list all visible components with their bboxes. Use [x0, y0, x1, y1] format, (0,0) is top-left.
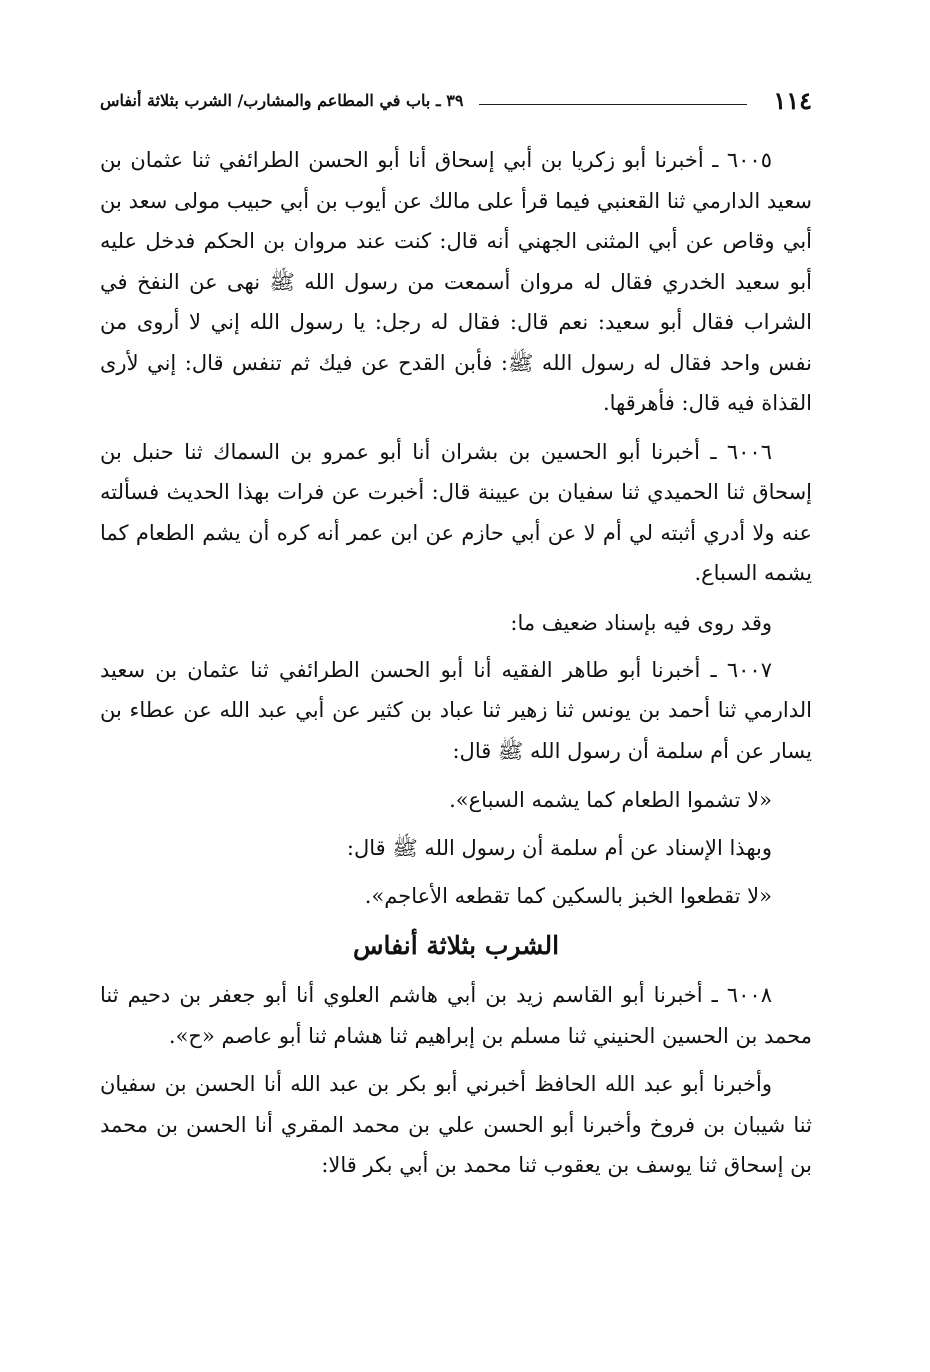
book-page — [100, 80, 812, 1350]
running-header — [100, 80, 812, 120]
hadith-quote-smell: «لا تشموا الطعام كما يشمه السباع». — [449, 788, 772, 812]
narration-note: وقد روى فيه بإسناد ضعيف ما: — [510, 610, 772, 635]
page-number: ١١٤ — [773, 85, 812, 115]
hadith-6007: ٦٠٠٧ ـ أخبرنا أبو طاهر الفقيه أنا أبو الحسن الطرائفي ثنا عثمان بن سعيد الدارمي ثنا أحمد بن يونس ثنا زهير ثنا عباد بن كثير عن أبي عبد الله عن عطاء بن يسار عن أم سلمة أن رسول الله ﷺ قال: — [100, 657, 812, 763]
header-rule — [479, 104, 747, 105]
hadith-6005: ٦٠٠٥ ـ أخبرنا أبو زكريا بن أبي إسحاق أنا أبو الحسن الطرائفي ثنا عثمان بن سعيد الدارمي ثنا القعنبي فيما قرأ على مالك عن أيوب بن أبي حبيب مولى سعد بن أبي وقاص عن أبي المثنى الجهني أنه قال: كنت عند مروان بن الحكم فدخل عليه أبو سعيد الخدري فقال له مروان أسمعت من رسول الله ﷺ نهى عن النفخ في الشراب فقال أبو سعيد: نعم قال: فقال له رجل: يا رسول الله إني لا أروى من نفس واحد فقال له رسول الله ﷺ: فأبن القدح عن فيك ثم تنفس قال: إني لأرى القذاة فيه قال: فأهرقها. — [100, 148, 812, 415]
isnad-line: وبهذا الإسناد عن أم سلمة أن رسول الله ﷺ قال: — [346, 836, 772, 860]
hadith-6008: ٦٠٠٨ ـ أخبرنا أبو القاسم زيد بن أبي هاشم العلوي أنا أبو جعفر بن دحيم ثنا محمد بن الحسين الحنيني ثنا مسلم بن إبراهيم ثنا هشام ثنا أبو عاصم «ح». — [100, 983, 812, 1048]
chapter-title: ٣٩ ـ باب في المطاعم والمشارب/ الشرب بثلاثة أنفاس — [100, 90, 464, 110]
hadith-quote-bread: «لا تقطعوا الخبز بالسكين كما تقطعه الأعاجم». — [364, 884, 772, 908]
section-heading: الشرب بثلاثة أنفاس — [352, 931, 560, 960]
hadith-6006: ٦٠٠٦ ـ أخبرنا أبو الحسين بن بشران أنا أبو عمرو بن السماك ثنا حنبل بن إسحاق ثنا الحميدي ثنا سفيان بن عيينة قال: أخبرت عن فرات بهذا الحديث فسألته عنه ولا أدري أثبته لي أم لا عن أبي حازم عن ابن عمر أنه كره أن يشم الطعام كما يشمه السباع. — [100, 439, 812, 585]
hadith-6008-chain: وأخبرنا أبو عبد الله الحافظ أخبرني أبو بكر بن عبد الله أنا الحسن بن سفيان ثنا شيبان بن فروخ وأخبرنا أبو الحسن علي بن محمد المقري أنا الحسن بن محمد بن إسحاق ثنا يوسف بن يعقوب ثنا محمد بن أبي بكر قالا: — [100, 1072, 812, 1177]
